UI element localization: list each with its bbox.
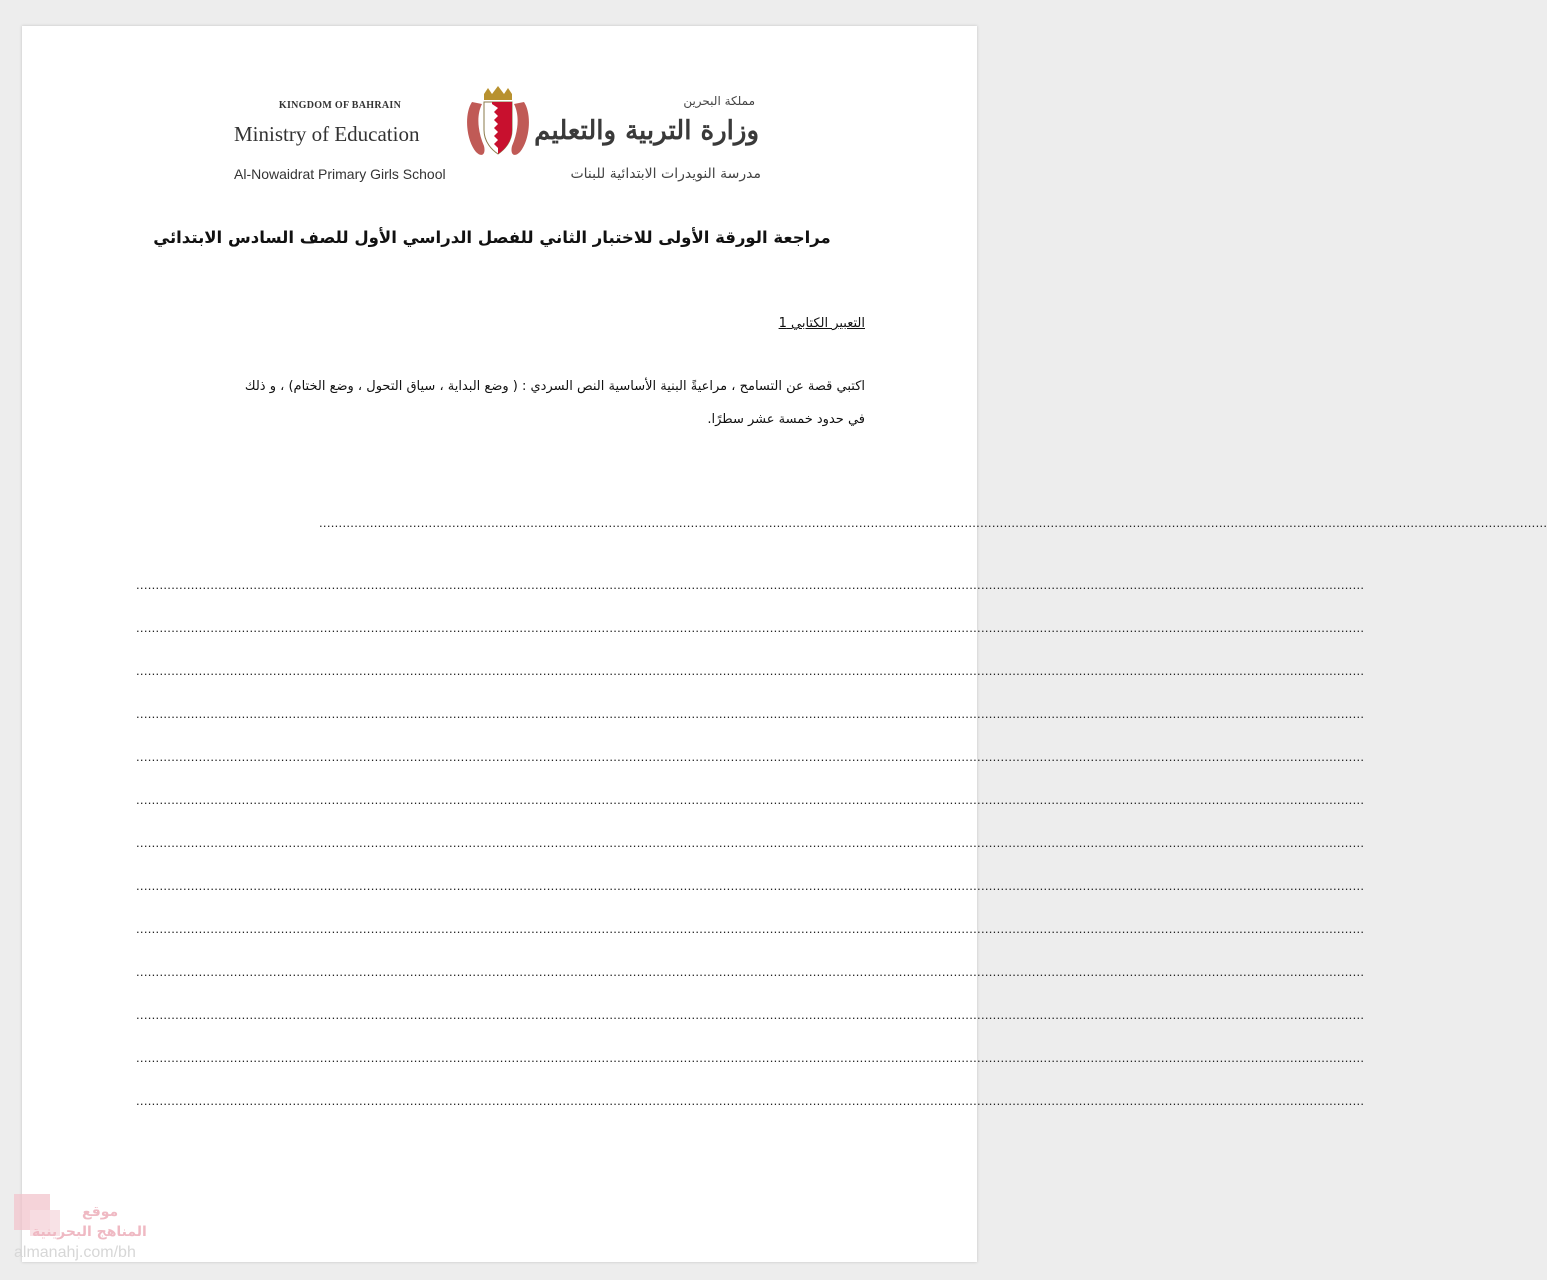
writing-line[interactable]: .......................................................................................................................................................................................................................................................................................................................... — [136, 835, 1365, 850]
school-ar-label: مدرسة النويدرات الابتدائية للبنات — [570, 166, 761, 182]
writing-line[interactable]: .......................................................................................................................................................................................................................................................................................................................... — [136, 1007, 1365, 1022]
writing-line[interactable]: .......................................................................................................................................................................................................................................................................................................................... — [136, 921, 1365, 936]
school-en-label: Al-Nowaidrat Primary Girls School — [234, 166, 446, 182]
kingdom-ar-label: مملكة البحرين — [683, 94, 755, 108]
document-page — [22, 26, 1547, 1262]
watermark-line-1: موقع — [82, 1204, 119, 1220]
writing-line[interactable]: .......................................................................................................................................................................................................................................................................................................................... — [136, 878, 1365, 893]
instructions-line-1: اكتبي قصة عن التسامح ، مراعيةً البنية الأساسية النص السردي : ( وضع البداية ، سياق التحول ، وضع الختام) ، و ذلك — [244, 379, 865, 394]
writing-line[interactable]: .......................................................................................................................................................................................................................................................................................................................... — [136, 663, 1365, 678]
writing-line[interactable]: .......................................................................................................................................................................................................................................................................................................................... — [136, 577, 1365, 592]
writing-line[interactable]: .......................................................................................................................................................................................................................................................................................................................... — [136, 620, 1365, 635]
writing-line[interactable]: .......................................................................................................................................................................................................................................................................................................................... — [136, 1050, 1365, 1065]
writing-line[interactable]: .......................................................................................................................................................................................................................................................................................................................... — [136, 1093, 1365, 1108]
watermark — [10, 1194, 170, 1274]
writing-line[interactable]: .......................................................................................................................................................................................................................................................................................................................... — [136, 792, 1365, 807]
page-title: مراجعة الورقة الأولى للاختبار الثاني للفصل الدراسي الأول للصف السادس الابتدائي — [153, 228, 831, 247]
kingdom-en-label: KINGDOM OF BAHRAIN — [278, 100, 402, 111]
ministry-en-label: Ministry of Education — [234, 122, 420, 146]
bahrain-emblem-icon — [462, 84, 534, 162]
watermark-url: almanahj.com/bh — [14, 1244, 136, 1261]
writing-line[interactable]: .......................................................................................................................................................................................................................................................................................................................... — [136, 964, 1365, 979]
watermark-line-2: المناهج البحرينية — [32, 1224, 147, 1240]
instructions-line-2: في حدود خمسة عشر سطرًا. — [707, 412, 865, 427]
instructions — [140, 370, 865, 436]
writing-line[interactable]: .......................................................................................................................................................................................................................................................................................................................... — [136, 706, 1365, 721]
story-title-line[interactable]: .......................................................................................................................................................................................................................................................................................................................... — [319, 515, 1547, 530]
ministry-ar-label: وزارة التربية والتعليم — [534, 116, 759, 146]
section-heading: التعبير الكتابي 1 — [778, 316, 865, 331]
writing-line[interactable]: .......................................................................................................................................................................................................................................................................................................................... — [136, 749, 1365, 764]
